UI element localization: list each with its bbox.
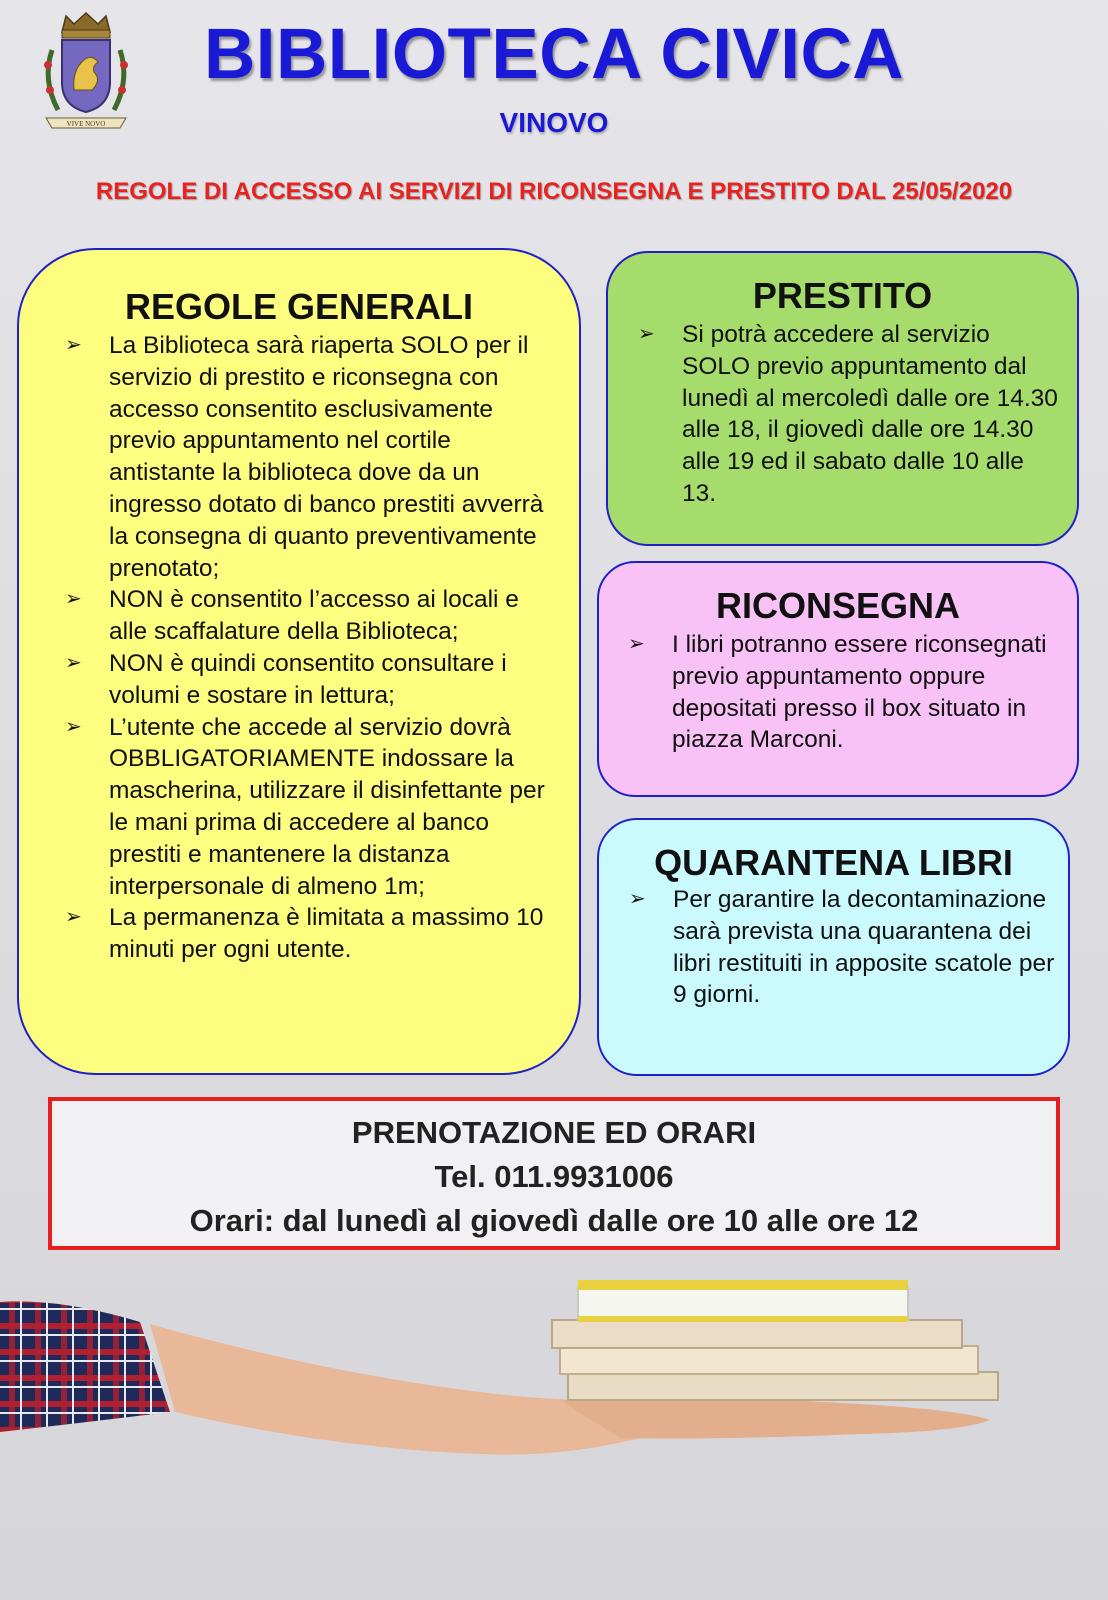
riconsegna-panel (597, 561, 1079, 797)
list-item-text: I libri potranno essere riconsegnati previo appuntamento oppure depositati presso il box situato in piazza Marconi. (672, 631, 1047, 754)
list-item (628, 629, 1059, 756)
arrow-bullet-icon: ➢ (65, 906, 82, 929)
booking-hours: Orari: dal lunedì al giovedì dalle ore 10 alle ore 12 (189, 1203, 919, 1238)
rules-heading: REGOLE DI ACCESSO AI SERVIZI DI RICONSEGNA E PRESTITO DAL 25/05/2020 (95, 178, 1013, 205)
prestito-heading: PRESTITO (752, 275, 933, 316)
list-item (65, 330, 549, 584)
list-item-text: L’utente che accede al servizio dovrà OBBLIGATORIAMENTE indossare la mascherina, utilizzare il disinfettante per le mani prima di accedere al banco prestiti e mantenere la distanza interpersonale di almeno 1m; (109, 713, 545, 900)
arrow-bullet-icon: ➢ (629, 888, 646, 910)
arrow-bullet-icon: ➢ (65, 588, 82, 611)
arrow-bullet-icon: ➢ (628, 633, 645, 655)
riconsegna-list (628, 629, 1059, 756)
hand-shape (560, 1398, 990, 1439)
list-item (65, 712, 549, 903)
quarantena-heading: QUARANTENA LIBRI (654, 842, 1013, 883)
riconsegna-heading: RICONSEGNA (715, 585, 961, 626)
page-title: BIBLIOTECA CIVICA (203, 15, 905, 94)
list-item-text: NON è consentito l’accesso ai locali e alle scaffalature della Biblioteca; (109, 586, 519, 646)
prestito-panel (606, 251, 1079, 546)
list-item-text: Per garantire la decontaminazione sarà prevista una quarantena dei libri restituiti in apposite scatole per 9 giorni. (673, 886, 1055, 1009)
books-stack (552, 1280, 998, 1400)
sleeve-shape (0, 1301, 170, 1432)
list-item (65, 648, 549, 712)
list-item (65, 584, 549, 648)
arrow-bullet-icon: ➢ (65, 651, 82, 674)
quarantena-panel (597, 818, 1070, 1076)
booking-box (48, 1097, 1060, 1250)
booking-phone: Tel. 011.9931006 (434, 1159, 674, 1194)
quarantena-list (629, 884, 1058, 1011)
arrow-bullet-icon: ➢ (65, 715, 82, 738)
list-item-text: Si potrà accedere al servizio SOLO previo appuntamento dal lunedì al mercoledì dalle ore 14.30 alle 18, il giovedì dalle ore 14.30 alle 19 ed il sabato dalle 10 alle 13. (682, 321, 1058, 507)
list-item (65, 902, 549, 966)
regole-generali-panel (17, 248, 581, 1075)
list-item (638, 319, 1059, 510)
arm-holding-books-illustration (0, 1262, 1108, 1600)
list-item-text: La Biblioteca sarà riaperta SOLO per il servizio di prestito e riconsegna con accesso consentito esclusivamente previo appuntamento nel cortile antistante la biblioteca dove da un ingresso dotato di banco prestiti avverrà la consegna di quanto preventivamente prenotato; (109, 332, 544, 582)
arrow-bullet-icon: ➢ (65, 334, 82, 356)
regole-generali-heading: REGOLE GENERALI (124, 286, 474, 327)
list-item-text: La permanenza è limitata a massimo 10 minuti per ogni utente. (109, 904, 544, 964)
booking-title: PRENOTAZIONE ED ORARI (351, 1115, 757, 1150)
arrow-bullet-icon: ➢ (638, 323, 655, 345)
motto-text: VIVE NOVO (66, 120, 106, 128)
list-item (629, 884, 1058, 1011)
prestito-list (638, 319, 1059, 510)
regole-generali-list (65, 330, 549, 966)
list-item-text: NON è quindi consentito consultare i volumi e sostare in lettura; (109, 649, 507, 709)
page-subtitle: VINOVO (499, 107, 609, 138)
